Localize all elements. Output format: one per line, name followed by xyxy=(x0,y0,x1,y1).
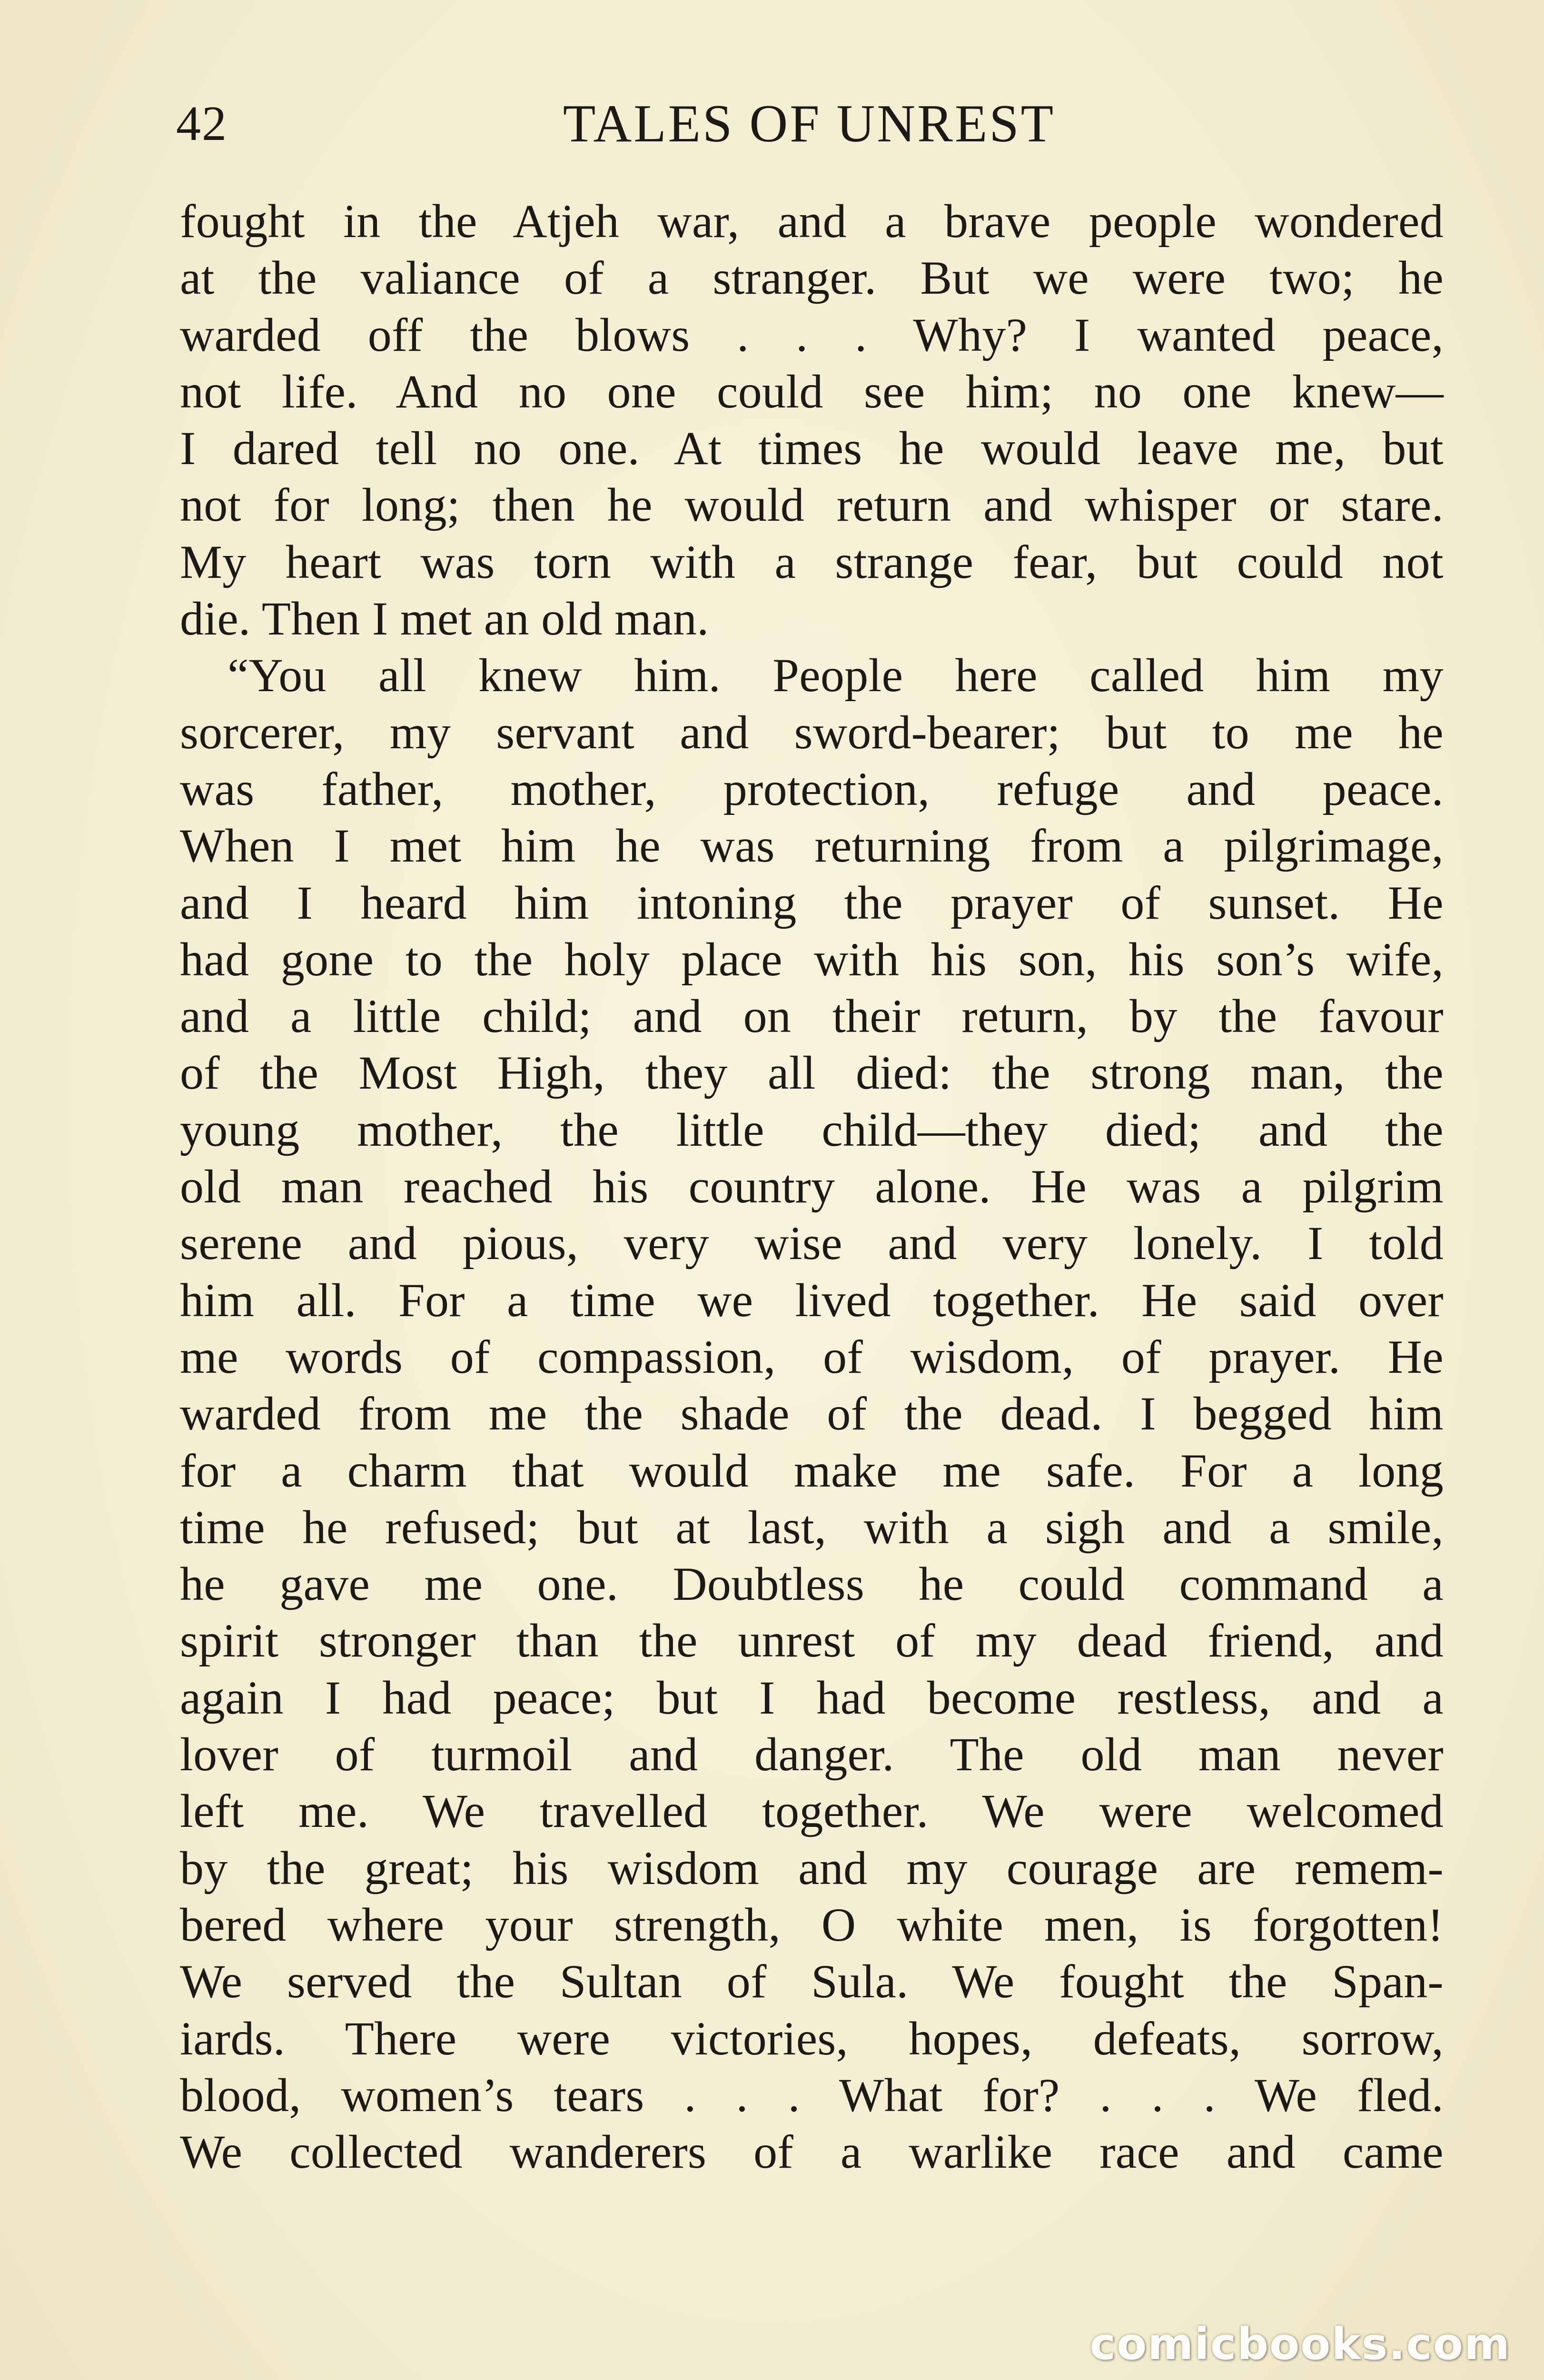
text-line: not life. And no one could see him; no one knew— xyxy=(180,365,1444,418)
text-line: fought in the Atjeh war, and a brave people wondered xyxy=(180,195,1444,248)
text-line: serene and pious, very wise and very lonely. I told xyxy=(180,1217,1444,1270)
text-line: spirit stronger than the unrest of my dead friend, and xyxy=(180,1614,1444,1667)
text-line: for a charm that would make me safe. For a long xyxy=(180,1444,1444,1497)
text-line: My heart was torn with a strange fear, but could not xyxy=(180,535,1444,588)
text-line: blood, women’s tears . . . What for? . . . We fled. xyxy=(180,2068,1444,2122)
text-line: die. Then I met an old man. xyxy=(180,592,709,645)
running-title: TALES OF UNREST xyxy=(563,94,1056,153)
text-line: him all. For a time we lived together. He said over xyxy=(180,1273,1444,1327)
text-line: We served the Sultan of Sula. We fought the Span- xyxy=(180,1955,1444,2008)
text-line: warded off the blows . . . Why? I wanted peace, xyxy=(180,308,1444,361)
text-line: time he refused; but at last, with a sigh and a smile, xyxy=(180,1500,1444,1554)
text-line: lover of turmoil and danger. The old man never xyxy=(180,1728,1444,1781)
text-line: was father, mother, protection, refuge and peace. xyxy=(180,762,1444,815)
text-line: again I had peace; but I had become restless, and a xyxy=(180,1671,1444,1724)
text-line: had gone to the holy place with his son, his son’s wife, xyxy=(180,932,1444,986)
text-line: me words of compassion, of wisdom, of prayer. He xyxy=(180,1330,1444,1383)
text-line: sorcerer, my servant and sword-bearer; but to me he xyxy=(180,705,1444,759)
text-line: and a little child; and on their return, by the favour xyxy=(180,990,1444,1043)
watermark: comicbooks.com xyxy=(1089,2319,1511,2370)
text-line: iards. There were victories, hopes, defeats, sorrow, xyxy=(180,2012,1444,2065)
text-line: young mother, the little child—they died; and the xyxy=(180,1103,1444,1156)
text-line: warded from me the shade of the dead. I begged him xyxy=(180,1387,1444,1440)
page-header xyxy=(176,90,1442,157)
text-line: he gave me one. Doubtless he could command a xyxy=(180,1557,1444,1611)
text-line: old man reached his country alone. He was a pilgrim xyxy=(180,1160,1444,1213)
page-number: 42 xyxy=(176,96,228,151)
text-line: of the Most High, they all died: the strong man, the xyxy=(180,1046,1444,1100)
text-line: When I met him he was returning from a pilgrimage, xyxy=(180,819,1444,873)
text-line: at the valiance of a stranger. But we were two; he xyxy=(180,251,1444,305)
text-line: bered where your strength, O white men, is forgotten! xyxy=(180,1898,1444,1951)
text-line: left me. We travelled together. We were welcomed xyxy=(180,1785,1444,1838)
text-line: by the great; his wisdom and my courage are remem- xyxy=(180,1841,1444,1894)
text-line: not for long; then he would return and whisper or stare. xyxy=(180,478,1444,532)
text-line: and I heard him intoning the prayer of sunset. He xyxy=(180,876,1444,929)
text-line: I dared tell no one. At times he would leave me, but xyxy=(180,422,1444,475)
text-line: We collected wanderers of a warlike race and came xyxy=(180,2125,1444,2179)
text-line: “You all knew him. People here called him my xyxy=(228,649,1444,702)
body-text xyxy=(180,193,1444,2180)
